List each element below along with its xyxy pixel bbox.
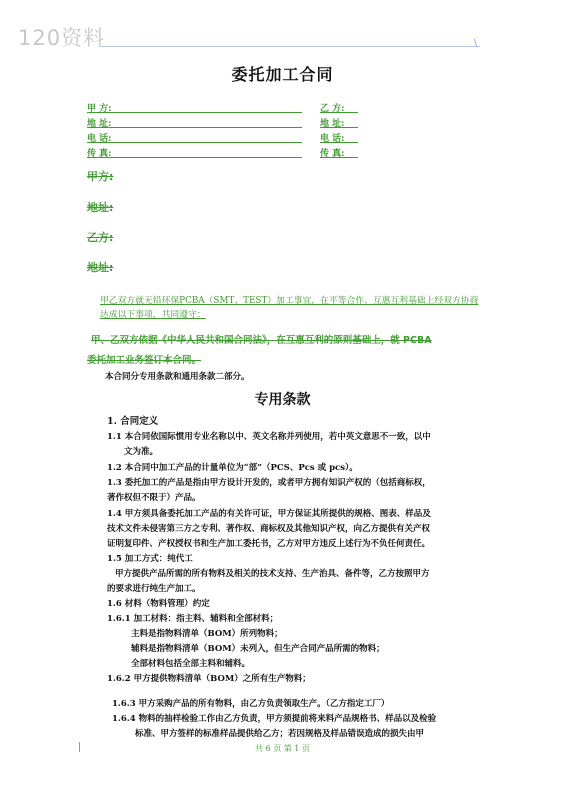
page-footer: 共 6 页 第 1 页 xyxy=(255,744,310,753)
clause-1-6-1-c: 全部材料包括全部主料和辅料。 xyxy=(131,659,251,669)
header-rule xyxy=(100,46,480,47)
field-phone-b-line[interactable] xyxy=(320,131,358,143)
page-title: 委托加工合同 xyxy=(231,65,334,84)
field-party-a: 甲 方: xyxy=(87,104,112,114)
field-party-a-line[interactable] xyxy=(87,101,302,113)
clause-1-6-3-emph: 乙方负责领取生产。 xyxy=(249,699,326,709)
watermark: 120资料 xyxy=(18,26,106,50)
clause-1-3: 1.3 委托加工的产品是指由甲方设计开发的，或者甲方拥有知识产权的（包括商标权， xyxy=(107,478,431,488)
clause-1-6-1-b: 辅料是指物料清单（BOM）未列入，但生产合同产品所需的物料； xyxy=(131,644,385,654)
field-address-a: 地 址: xyxy=(87,119,112,129)
clause-1-4-b: 技术文件未侵害第三方之专利、著作权、商标权及其他知识产权，向乙方提供有关产权 xyxy=(107,524,431,534)
clause-1-3-cont: 著作权但不限于）产品。 xyxy=(107,493,201,503)
clause-1: 1. 合同定义 xyxy=(107,416,159,427)
field-phone-a-line[interactable] xyxy=(87,131,302,143)
clause-1-2: 1.2 本合同中加工产品的计量单位为“部”（PCS、Pcs 或 pcs）。 xyxy=(107,463,358,473)
field-fax-b-line[interactable] xyxy=(320,146,358,158)
intro-inserted-text: 甲乙双方就无铅环保PCBA（SMT、TEST）加工事宜，在平等合作、互惠互利基础上经双方协商达成以下事项，共同遵守： xyxy=(100,296,479,320)
field-address-b-line[interactable] xyxy=(320,116,358,128)
clause-1-6-1: 1.6.1 加工材料：指主料、辅料和全部材料； xyxy=(107,614,279,624)
field-fax-a-line[interactable] xyxy=(87,146,302,158)
clause-1-6-3 xyxy=(112,697,389,709)
header-mark: \ xyxy=(474,39,478,49)
field-fax-b: 传 真: xyxy=(320,149,345,159)
deleted-party-b: 乙方: xyxy=(87,231,114,244)
clause-1-1-cont: 文为准。 xyxy=(124,447,159,457)
clause-1-6-4-b: 标准、甲方签样的标准样品提供给乙方；若因规格及样品错误造成的损失由甲 xyxy=(135,729,425,739)
deleted-address-b: 地址: xyxy=(87,261,114,274)
field-party-b-line[interactable] xyxy=(320,101,358,113)
clause-1-6: 1.6 材料（物料管理）约定 xyxy=(107,599,210,609)
field-address-a-line[interactable] xyxy=(87,116,302,128)
clause-1-5: 1.5 加工方式：纯代工 xyxy=(107,554,193,564)
clause-1-1: 1.1 本合同依国际惯用专业名称以中、英文名称并列使用，若中英文意思不一致，以中 xyxy=(107,432,431,442)
section-title: 专用条款 xyxy=(254,392,311,408)
deleted-party-a: 甲方: xyxy=(87,170,114,183)
clause-1-5-b: 的要求进行纯生产加工。 xyxy=(107,584,201,594)
clause-1-6-2: 1.6.2 甲方提供物料清单（BOM）之所有生产物料； xyxy=(107,674,311,684)
intro-kept-text: 本合同分专用条款和通用条款二部分。 xyxy=(105,372,250,382)
clause-1-6-3-note: （乙方指定工厂） xyxy=(325,699,390,709)
field-fax-a: 传 真: xyxy=(87,149,112,159)
field-party-b: 乙 方: xyxy=(320,104,345,114)
field-phone-a: 电 话: xyxy=(87,134,112,144)
deleted-address-a: 地址: xyxy=(87,201,114,214)
intro-deleted-line-1: 甲、乙双方依据《中华人民共和国合同法》，在互惠互利的原则基础上，就 PCBA xyxy=(91,335,432,346)
field-phone-b: 电 话: xyxy=(320,134,345,144)
clause-1-6-1-a: 主料是指物料清单（BOM）所列物料； xyxy=(131,629,283,639)
clause-1-6-3-text: 1.6.3 甲方采购产品的所有物料，由 xyxy=(112,699,250,709)
clause-1-6-4-a: 1.6.4 物料的抽样检验工作由乙方负责，甲方须提前将来料产品规格书、样品以及检验 xyxy=(112,714,437,724)
clause-1-4-a: 1.4 甲方须具备委托加工产品的有关许可证，甲方保证其所提供的规格、图表、样品及 xyxy=(107,509,431,519)
clause-1-4-c: 证明复印件、产权授权书和生产加工委托书，乙方对甲方违反上述行为不负任何责任。 xyxy=(107,539,431,549)
field-address-b: 地 址: xyxy=(320,119,345,129)
clause-1-5-a: 甲方提供产品所需的所有物料及相关的技术支持、生产治具、备件等，乙方按照甲方 xyxy=(115,569,430,579)
intro-deleted-line-2: 委托加工业务签订本合同。 xyxy=(87,355,202,366)
